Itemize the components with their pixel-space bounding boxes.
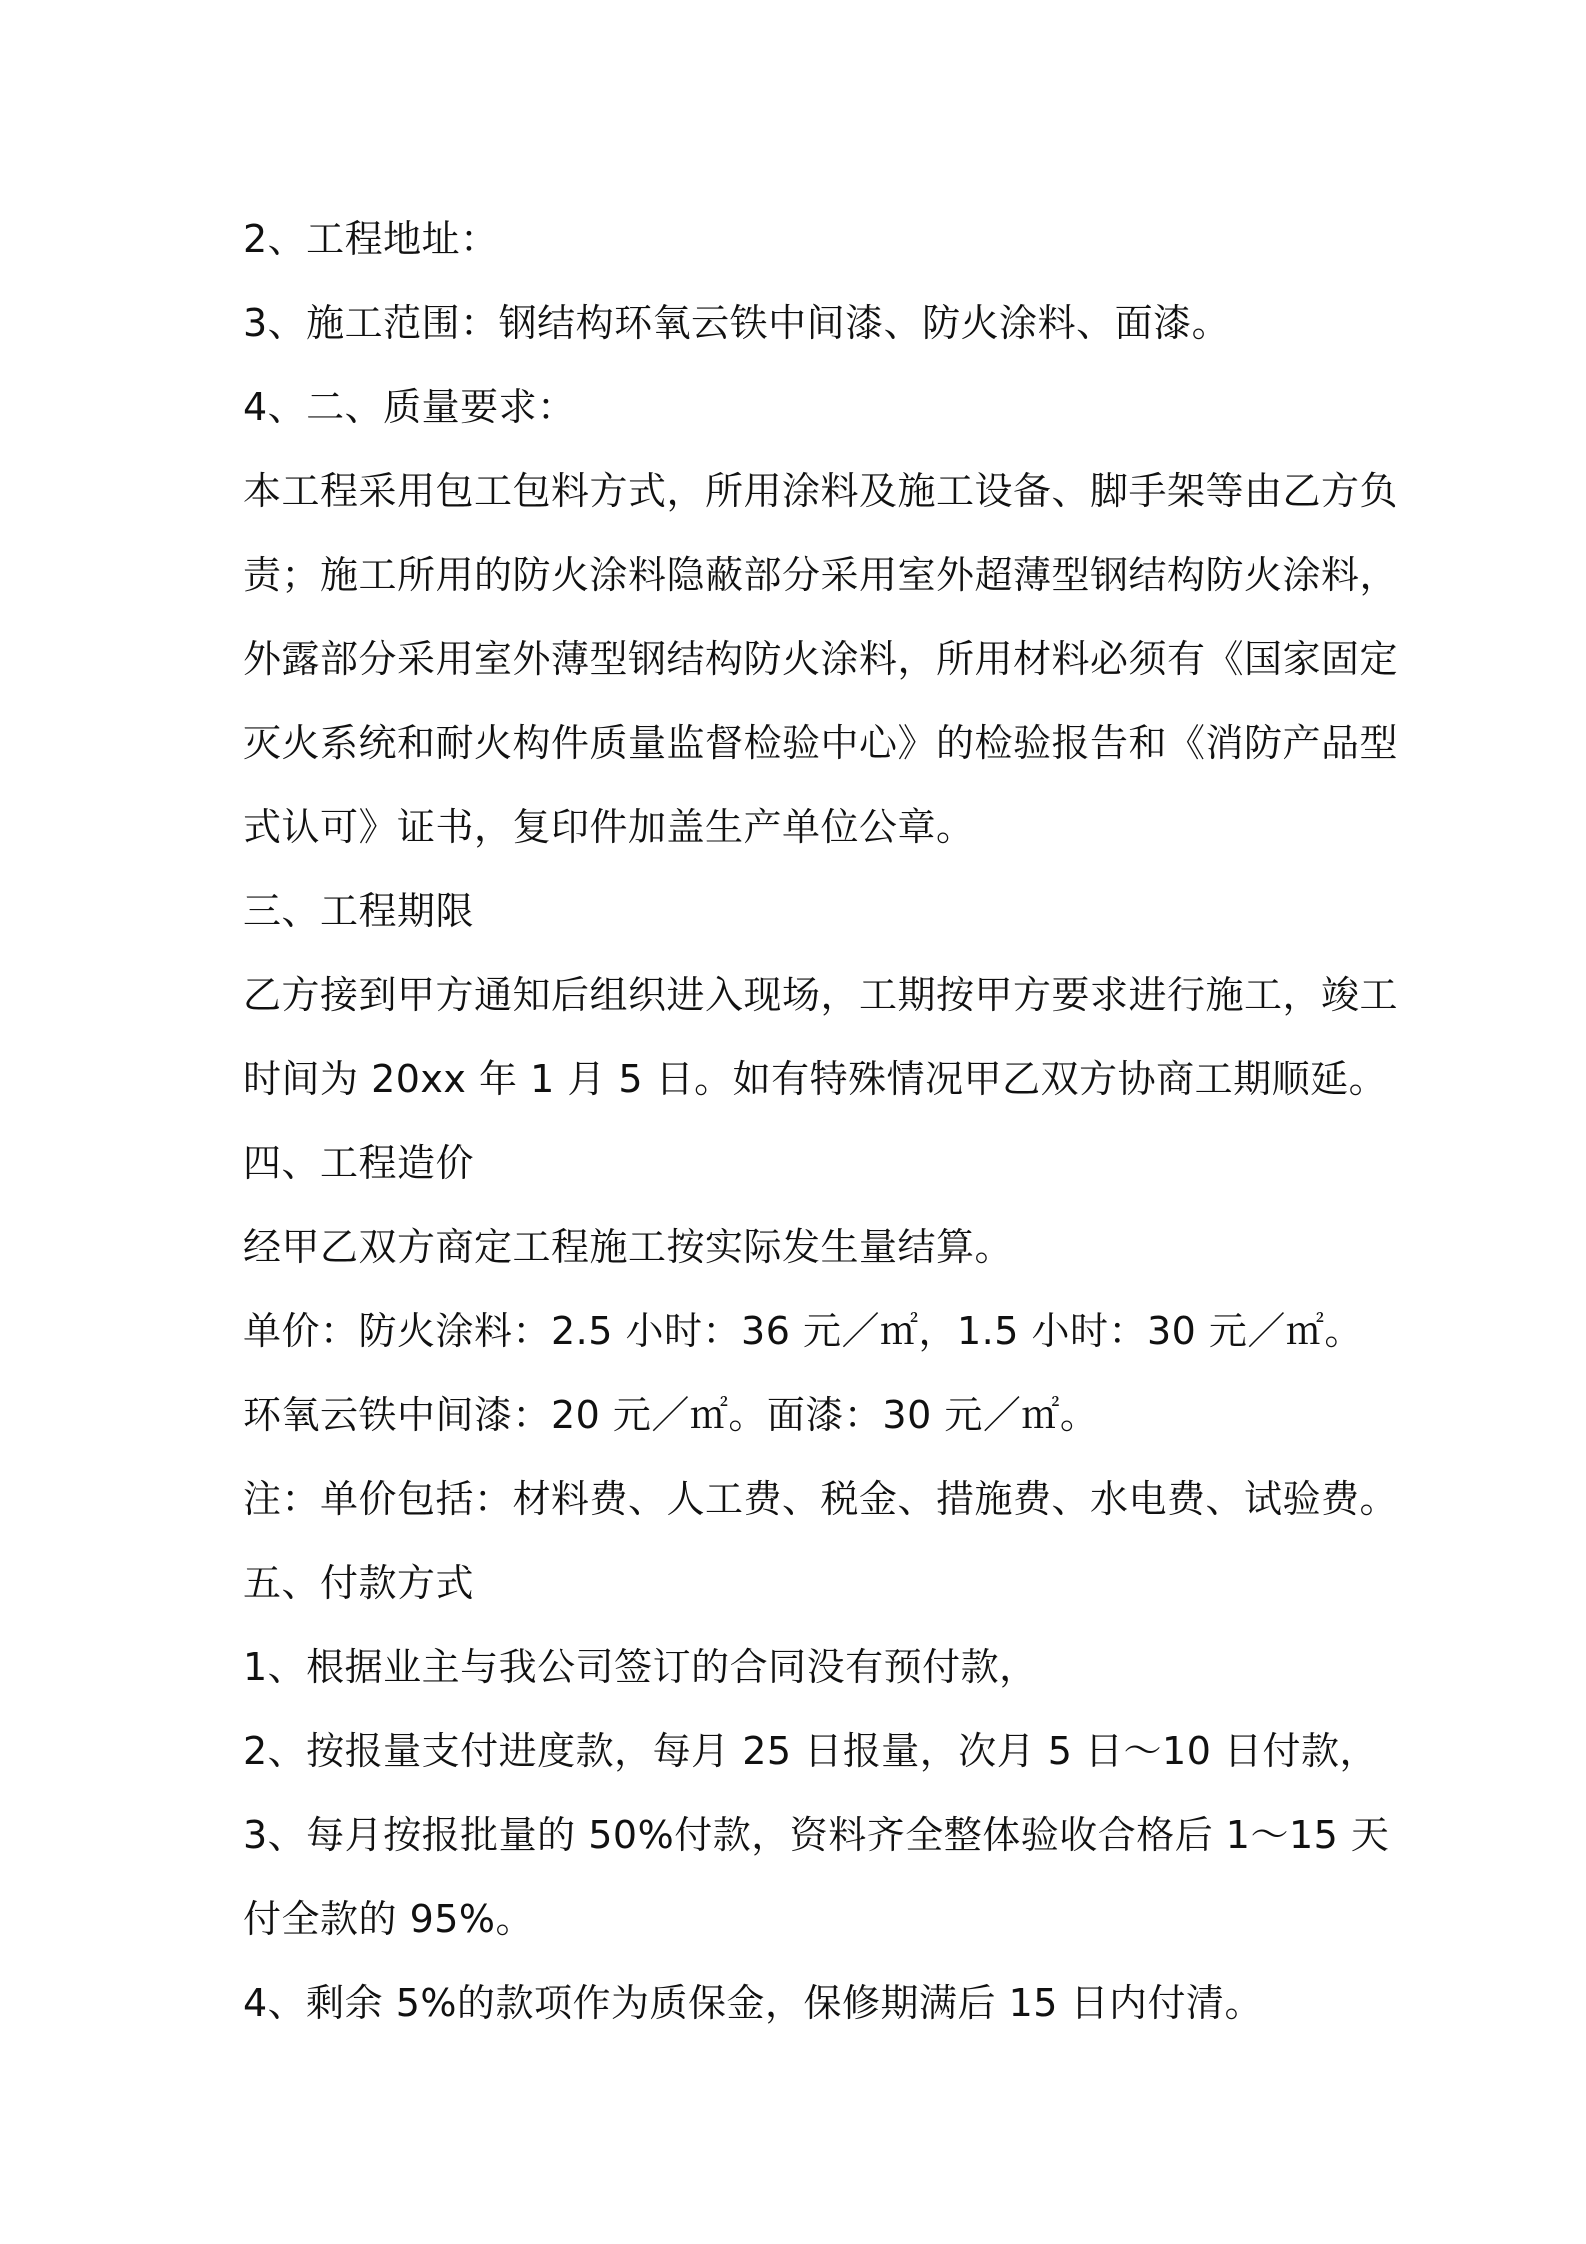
paragraph-line: 灭火系统和耐火构件质量监督检验中心》的检验报告和《消防产品型: [243, 721, 1399, 765]
paragraph-line: 式认可》证书，复印件加盖生产单位公章。: [243, 805, 975, 849]
paragraph-line: 3、每月按报批量的 50%付款，资料齐全整体验收合格后 1～15 天: [243, 1813, 1390, 1857]
paragraph-line: 2、工程地址：: [243, 217, 499, 261]
section-heading: 四、工程造价: [243, 1141, 475, 1185]
paragraph-line: 责；施工所用的防火涂料隐蔽部分采用室外超薄型钢结构防火涂料，: [243, 553, 1399, 597]
section-heading: 三、工程期限: [243, 889, 475, 933]
paragraph-line: 4、剩余 5%的款项作为质保金，保修期满后 15 日内付清。: [243, 1981, 1264, 2025]
document-body: [243, 197, 1399, 2045]
paragraph-line: 环氧云铁中间漆：20 元／㎡。面漆：30 元／㎡。: [243, 1393, 1099, 1437]
paragraph-line: 2、按报量支付进度款，每月 25 日报量，次月 5 日～10 日付款，: [243, 1729, 1378, 1773]
paragraph-line: 单价：防火涂料：2.5 小时：36 元／㎡，1.5 小时：30 元／㎡。: [243, 1309, 1363, 1353]
paragraph-line: 本工程采用包工包料方式，所用涂料及施工设备、脚手架等由乙方负: [243, 469, 1399, 513]
paragraph-line: 经甲乙双方商定工程施工按实际发生量结算。: [243, 1225, 1014, 1269]
paragraph-line: 3、施工范围：钢结构环氧云铁中间漆、防火涂料、面漆。: [243, 301, 1231, 345]
paragraph-line: 注：单价包括：材料费、人工费、税金、措施费、水电费、试验费。: [243, 1477, 1399, 1521]
paragraph-line: 时间为 20xx 年 1 月 5 日。如有特殊情况甲乙双方协商工期顺延。: [243, 1057, 1388, 1101]
paragraph-line: 付全款的 95%。: [243, 1897, 535, 1941]
paragraph-line: 外露部分采用室外薄型钢结构防火涂料，所用材料必须有《国家固定: [243, 637, 1399, 681]
paragraph-line: 4、二、质量要求：: [243, 385, 576, 429]
paragraph-line: 1、根据业主与我公司签订的合同没有预付款，: [243, 1645, 1038, 1689]
paragraph-line: 乙方接到甲方通知后组织进入现场，工期按甲方要求进行施工，竣工: [243, 973, 1399, 1017]
section-heading: 五、付款方式: [243, 1561, 475, 1605]
